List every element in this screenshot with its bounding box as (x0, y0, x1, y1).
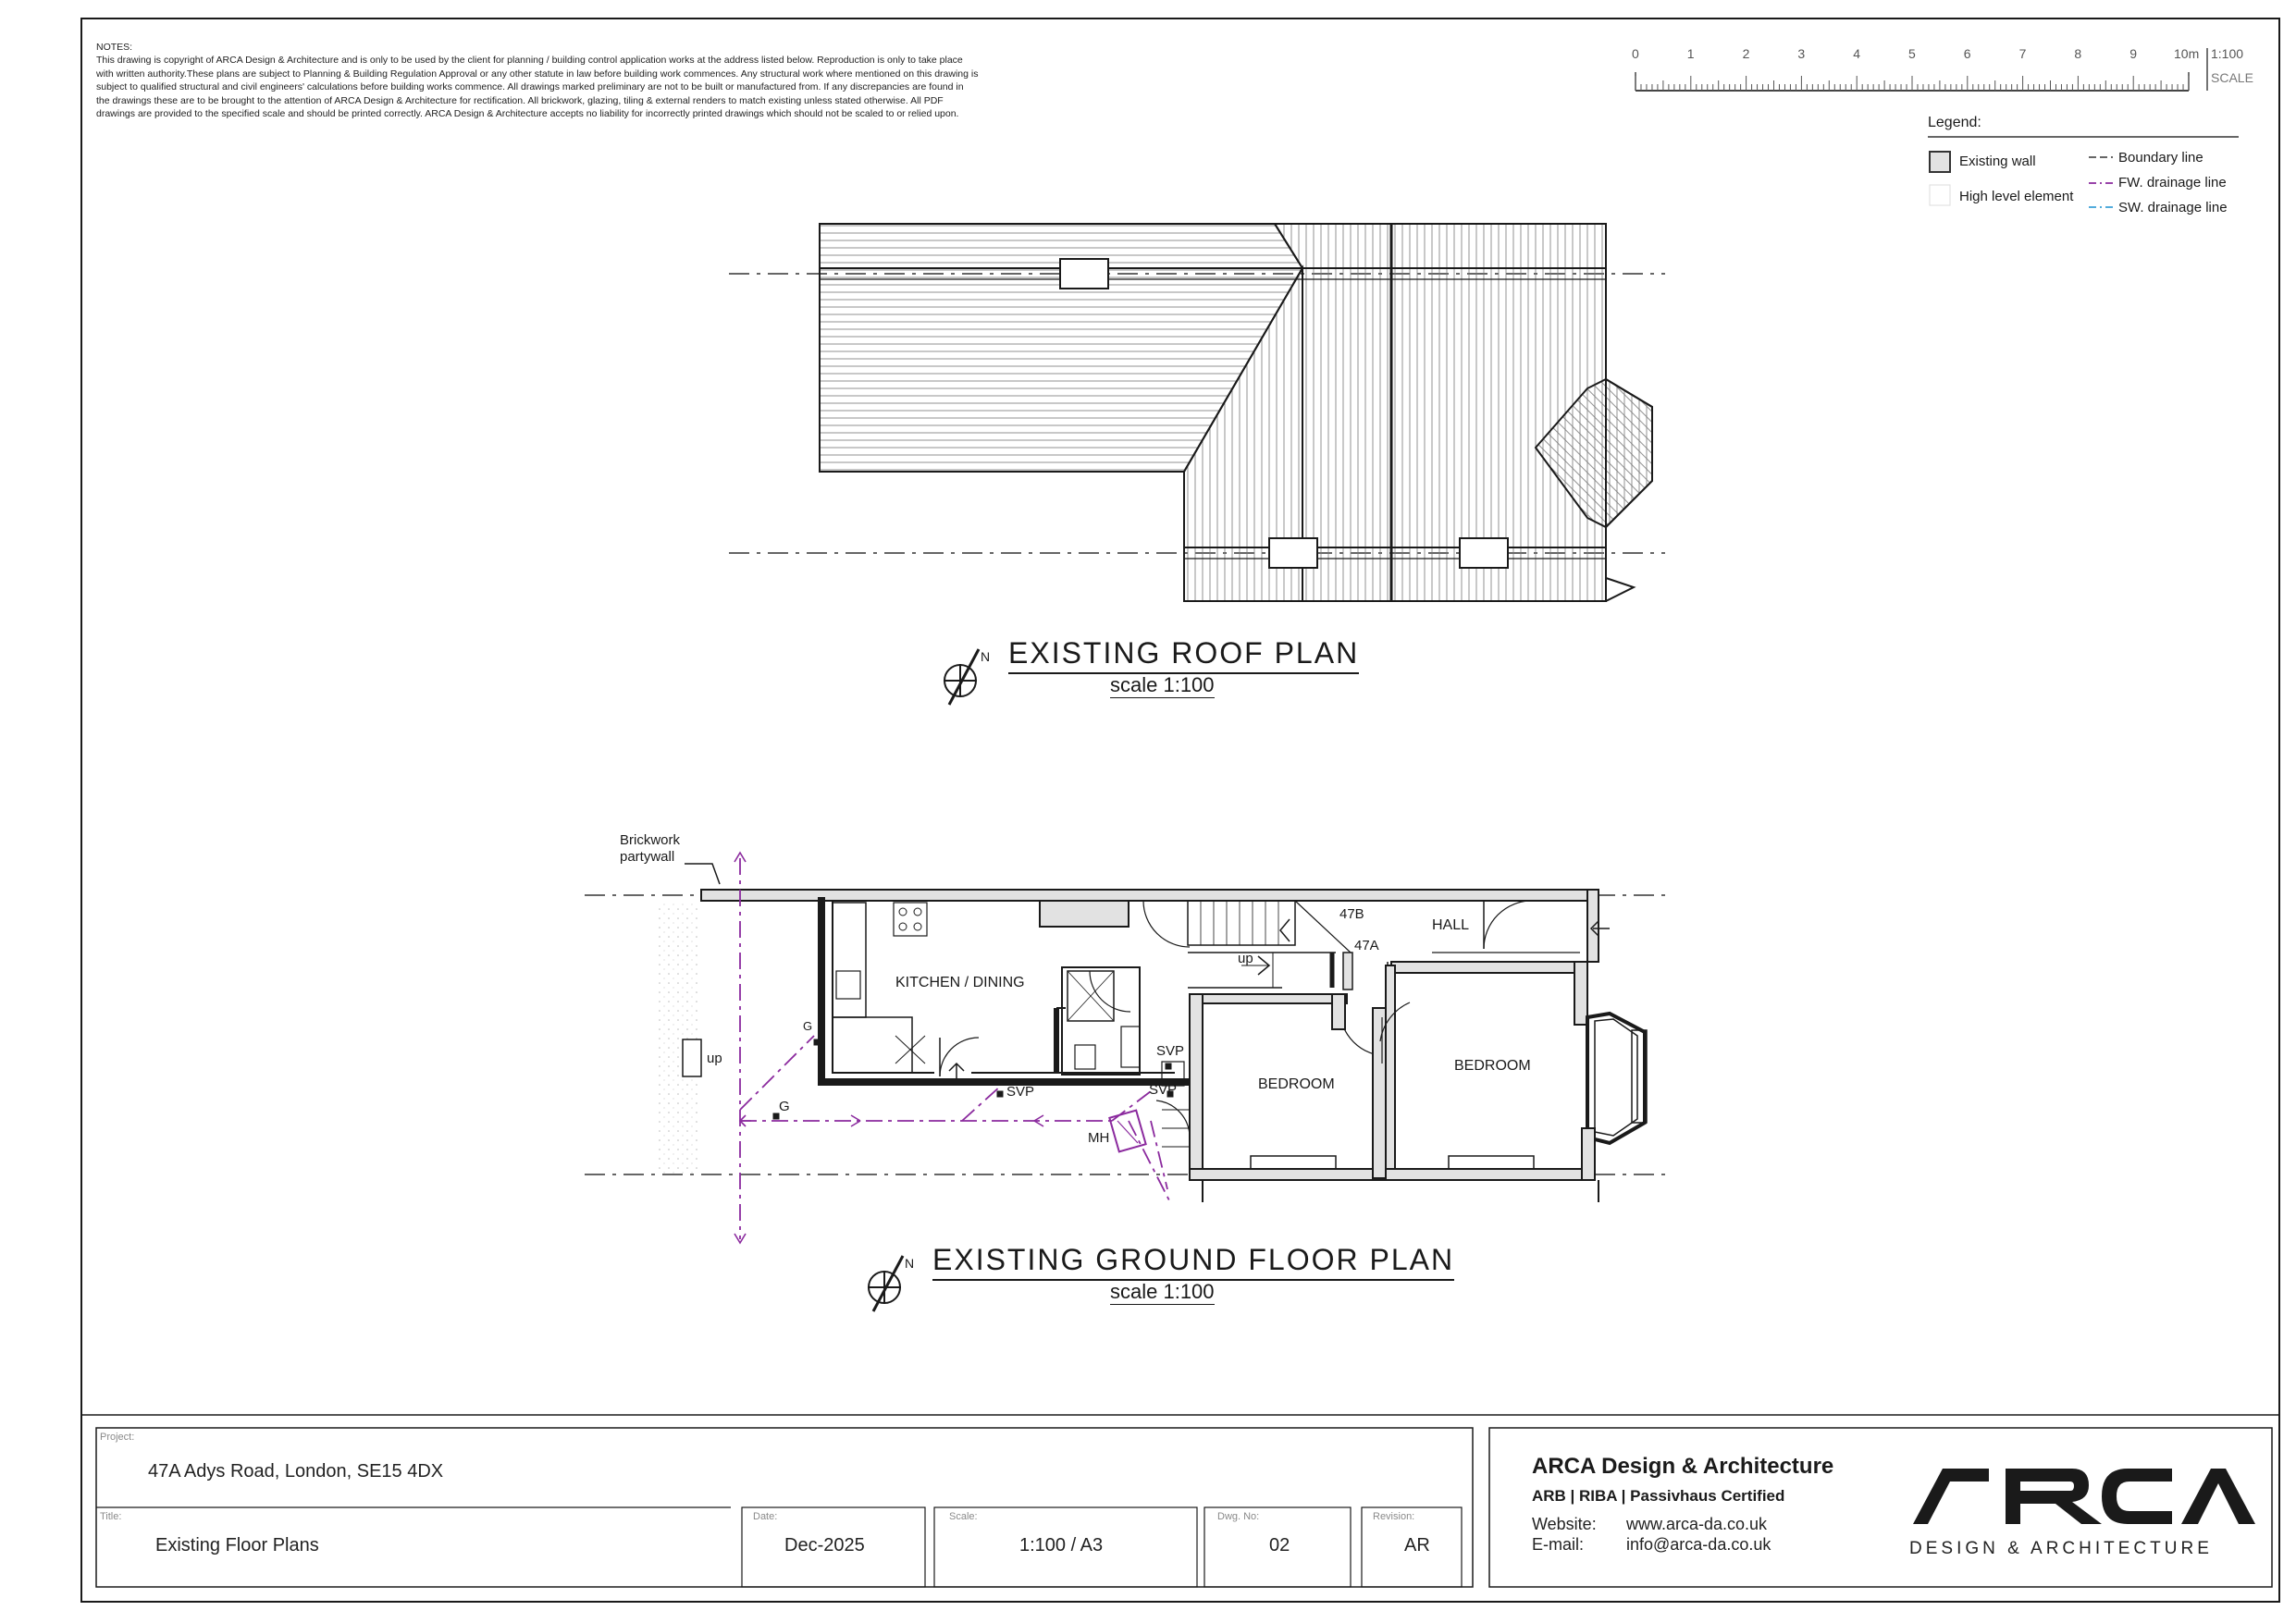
garden-step (683, 1039, 701, 1076)
garden-up-label: up (707, 1051, 722, 1066)
scale-tick-label: 4 (1853, 46, 1860, 61)
party-wall (701, 890, 1599, 901)
drawing-scale: 1:100 / A3 (1019, 1535, 1104, 1555)
scale-tick-label: 3 (1797, 46, 1806, 61)
gully-label-1: G (803, 1019, 813, 1033)
ground-north-label: N (905, 1256, 915, 1271)
scale-tick-label: 0 (1632, 46, 1639, 61)
stair (1188, 901, 1295, 945)
notes-heading: NOTES: (96, 42, 133, 53)
svp-label-3: SVP (1149, 1082, 1178, 1098)
legend-item-high-level: High level element (1959, 189, 2074, 204)
scale-field-label: Scale: (949, 1511, 978, 1522)
email-link[interactable]: info@arca-da.co.uk (1626, 1535, 1771, 1554)
roof-plan-scale: scale 1:100 (1110, 673, 1215, 696)
basin (1075, 1045, 1095, 1069)
dwg-no-label: Dwg. No: (1217, 1511, 1260, 1522)
scale-tick-label: 7 (2018, 46, 2027, 61)
legend-item-fw-drainage: FW. drainage line (2118, 175, 2227, 191)
manhole-label: MH (1088, 1130, 1110, 1146)
notes-line: the drawings these are to be brought to the attention of ARCA Design & Architecture for rectification. All brickwork, glazing, tiling & external renders to match existing unless stated otherwise. All PDF (96, 94, 944, 106)
bay-window (1587, 1014, 1645, 1143)
legend-item-sw-drainage: SW. drainage line (2118, 200, 2228, 215)
website-label: Website: (1532, 1515, 1597, 1533)
legend-title: Legend: (1928, 115, 1981, 130)
title-label: Title: (100, 1511, 122, 1522)
notes-line: subject to qualified structural and civil engineers' calculations before building works commence. All drawings marked preliminary are not to be built or manufactured from. If any discrepancies are found in (96, 81, 964, 93)
scale-tick-label: 10m (2174, 46, 2200, 61)
roof-plan-title: EXISTING ROOF PLAN (1008, 636, 1359, 674)
project-label: Project: (100, 1432, 135, 1443)
roof-north-symbol (944, 649, 979, 705)
scale-bar (1636, 48, 2207, 91)
company-name: ARCA Design & Architecture (1532, 1454, 1834, 1479)
partywall-label-1: Brickwork (620, 832, 681, 848)
logo-subtitle: DESIGN & ARCHITECTURE (1909, 1539, 2213, 1558)
title-block-boxes (96, 1428, 2272, 1587)
notes-line: This drawing is copyright of ARCA Design & Architecture and is only to be used by the client for planning / building control application works at the address listed below. Reproduction is only to take place (96, 55, 963, 67)
drawing-number: 02 (1269, 1535, 1290, 1555)
scale-tick-label: 9 (2129, 46, 2137, 61)
scale-tick-label: 6 (1963, 46, 1971, 61)
svp-label-1: SVP (1006, 1084, 1035, 1100)
legend-item-boundary: Boundary line (2118, 150, 2203, 166)
scale-tick-label: 8 (2074, 46, 2082, 61)
company-accreditations: ARB | RIBA | Passivhaus Certified (1532, 1487, 1785, 1505)
svp-label-2: SVP (1156, 1043, 1185, 1059)
website-link[interactable]: www.arca-da.co.uk (1626, 1515, 1768, 1533)
room-bedroom-rear: BEDROOM (1258, 1076, 1335, 1092)
scale-tick-label: 2 (1742, 46, 1750, 61)
legend-item-existing-wall: Existing wall (1959, 154, 2036, 169)
project-address: 47A Adys Road, London, SE15 4DX (148, 1461, 444, 1482)
ground-plan-title: EXISTING GROUND FLOOR PLAN (932, 1243, 1454, 1281)
gully-label-2: G (779, 1099, 790, 1114)
scale-ratio: 1:100 (2211, 46, 2244, 61)
garden-patio (659, 903, 697, 1174)
roof-north-label: N (981, 649, 991, 664)
scale-label: SCALE (2211, 70, 2253, 85)
drawing-title: Existing Floor Plans (155, 1535, 319, 1555)
roof-plan (729, 224, 1665, 601)
ground-north-symbol (868, 1256, 903, 1311)
ground-plan-scale: scale 1:100 (1110, 1280, 1215, 1303)
arca-logo-mark (1913, 1469, 2255, 1524)
room-hall: HALL (1432, 917, 1470, 933)
flat-47a-label: 47A (1354, 938, 1379, 953)
scale-tick-label: 5 (1908, 46, 1916, 61)
kitchen-unit (833, 1017, 912, 1073)
email-label: E-mail: (1532, 1535, 1585, 1554)
flat-47b-label: 47B (1339, 906, 1364, 922)
stair-up-label: up (1238, 951, 1253, 966)
scale-tick-label: 1 (1686, 46, 1695, 61)
partywall-leader (685, 864, 720, 884)
drawing-revision: AR (1404, 1535, 1430, 1555)
chimney-mid (1269, 538, 1317, 568)
wc (1121, 1027, 1140, 1067)
legend-existing-wall-swatch (1930, 152, 1950, 172)
bedroom-window (1251, 1156, 1336, 1169)
room-bedroom-front: BEDROOM (1454, 1058, 1531, 1074)
date-label: Date: (753, 1511, 778, 1522)
notes-line: drawings are provided to the specified scale and should be printed correctly. ARCA Design & Architecture accepts no liability for incorrectly printed drawings which should not be scaled to or relied upon. (96, 108, 959, 120)
chimney-front (1460, 538, 1508, 568)
manhole (1109, 1111, 1145, 1152)
hob (894, 903, 927, 936)
legend-high-level-swatch (1930, 185, 1950, 205)
notes-line: with written authority.These plans are subject to Planning & Building Regulation Approval or any other statute in law before building work commences. Any structural work where mentioned on this drawing is (96, 68, 979, 80)
drawing-date: Dec-2025 (784, 1535, 865, 1555)
ground-floor-plan (585, 890, 1665, 1202)
room-kitchen-dining: KITCHEN / DINING (895, 975, 1025, 990)
chimney-rear (1060, 259, 1108, 289)
sink (836, 971, 860, 999)
revision-label: Revision: (1373, 1511, 1415, 1522)
partywall-label-2: partywall (620, 849, 675, 865)
